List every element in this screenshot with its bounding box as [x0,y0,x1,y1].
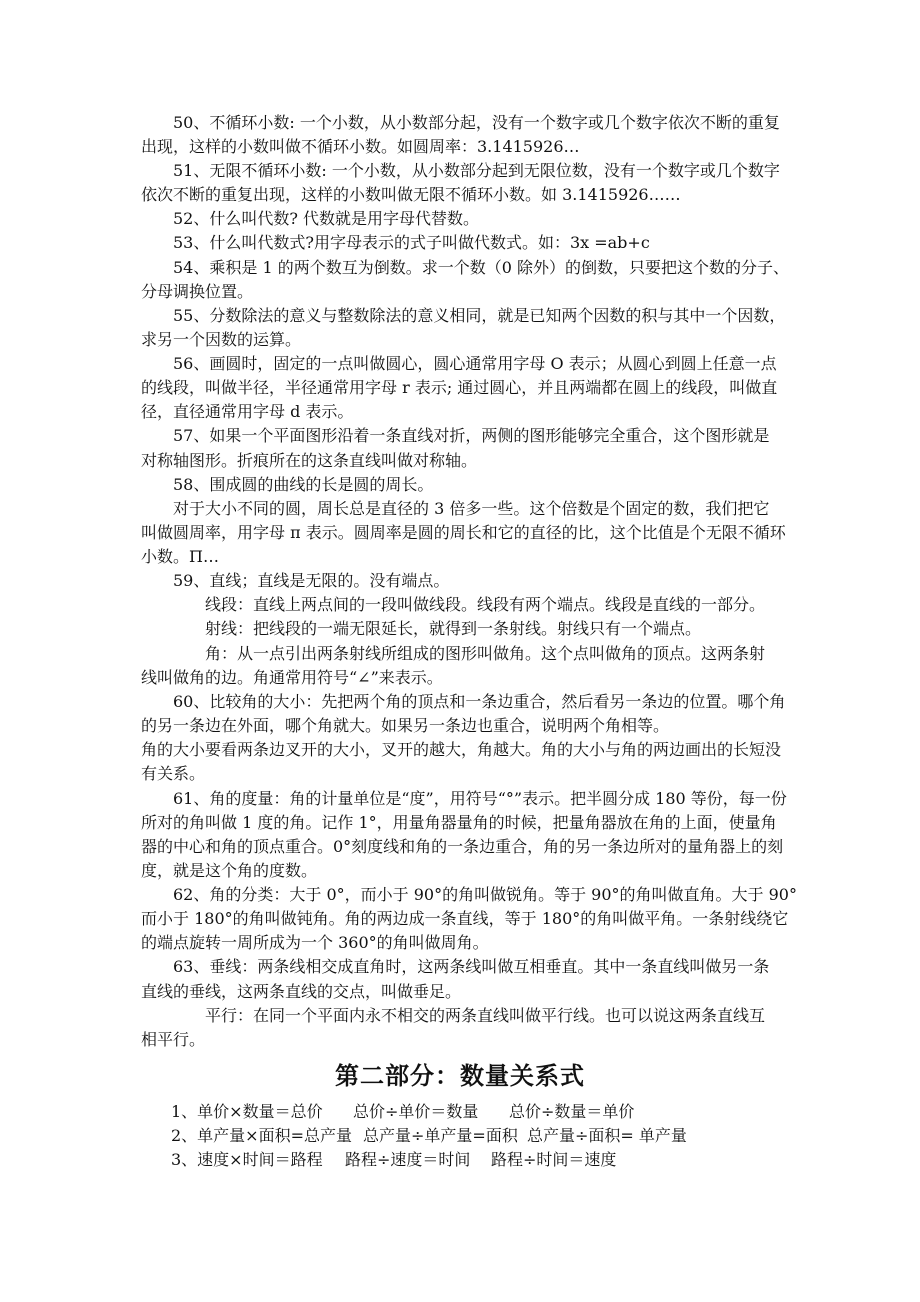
formula: 路程÷速度＝时间 [345,1150,471,1169]
text-line: 51、无限不循环小数: 一个小数，从小数部分起到无限位数，没有一个数字或几个数字 [141,161,780,180]
text-line: 的另一条边在外面，哪个角就大。如果另一条边也重合，说明两个角相等。 [141,716,670,735]
text-line: 所对的角叫做 1 度的角。记作 1°，用量角器量角的时候，把量角器放在角的上面，使量角 [141,813,777,832]
text-line: 50、不循环小数: 一个小数，从小数部分起，没有一个数字或几个数字依次不断的重复 [141,113,780,132]
text-line: 依次不断的重复出现，这样的小数叫做无限不循环小数。如 3.1415926…… [141,185,681,204]
text-line: 55、分数除法的意义与整数除法的意义相同，就是已知两个因数的积与其中一个因数， [141,306,786,325]
text-line: 出现，这样的小数叫做不循环小数。如圆周率：3.1415926… [141,137,580,156]
formula: 1、单价×数量＝总价 [171,1102,323,1121]
text-line: 小数。Π… [141,547,219,566]
formula: 2、单产量×面积=总产量 [171,1126,352,1145]
text-line: 59、直线；直线是无限的。没有端点。 [141,571,450,590]
text-line: 的端点旋转一周所成为一个 360°的角叫做周角。 [141,933,489,952]
formula: 总价÷数量＝单价 [509,1102,635,1121]
text-line: 度，就是这个角的度数。 [141,861,318,880]
formula: 总产量÷单产量=面积 [363,1126,518,1145]
text-line: 58、围成圆的曲线的长是圆的周长。 [141,475,434,494]
formula: 路程÷时间＝速度 [491,1150,617,1169]
formula: 总价÷单价＝数量 [353,1102,479,1121]
formula: 总产量÷面积= 单产量 [527,1126,687,1145]
text-line: 57、如果一个平面图形沿着一条直线对折，两侧的图形能够完全重合，这个图形就是 [141,426,770,445]
text-line: 分母调换位置。 [141,282,254,301]
formula: 3、速度×时间＝路程 [171,1150,323,1169]
text-line: 平行：在同一个平面内永不相交的两条直线叫做平行线。也可以说这两条直线互 [141,1006,766,1025]
text-line: 有关系。 [141,764,206,783]
text-line: 60、比较角的大小：先把两个角的顶点和一条边重合，然后看另一条边的位置。哪个角 [141,692,786,711]
text-line: 径，直径通常用字母 d 表示。 [141,402,354,421]
text-line: 直线的垂线，这两条直线的交点，叫做垂足。 [141,982,462,1001]
text-line: 器的中心和角的顶点重合。0°刻度线和角的一条边重合，角的另一条边所对的量角器上的刻 [141,837,784,856]
text-line: 52、什么叫代数? 代数就是用字母代替数。 [141,209,480,228]
text-line: 对称轴图形。折痕所在的这条直线叫做对称轴。 [141,451,478,470]
text-line: 62、角的分类：大于 0°，而小于 90°的角叫做锐角。等于 90°的角叫做直角。大于 90° [141,885,797,904]
text-line: 54、乘积是 1 的两个数互为倒数。求一个数（0 除外）的倒数，只要把这个数的分子、 [141,258,789,277]
text-line: 求另一个因数的运算。 [141,330,302,349]
text-line: 53、什么叫代数式?用字母表示的式子叫做代数式。如：3x =ab+c [141,233,650,252]
text-line: 63、垂线：两条线相交成直角时，这两条线叫做互相垂直。其中一条直线叫做另一条 [141,957,770,976]
text-line: 角的大小要看两条边叉开的大小，叉开的越大，角越大。角的大小与角的两边画出的长短没 [141,740,782,759]
text-line: 56、画圆时，固定的一点叫做圆心，圆心通常用字母 O 表示；从圆心到圆上任意一点 [141,354,777,373]
text-line: 对于大小不同的圆，周长总是直径的 3 倍多一些。这个倍数是个固定的数，我们把它 [141,499,770,518]
text-line: 61、角的度量：角的计量单位是“度”，用符号“°”表示。把半圆分成 180 等份，每一份 [141,789,787,808]
text-line: 线叫做角的边。角通常用符号“∠”来表示。 [141,668,443,687]
text-line: 角：从一点引出两条射线所组成的图形叫做角。这个点叫做角的顶点。这两条射 [141,644,766,663]
section-title: 第二部分：数量关系式 [335,1062,585,1090]
text-line: 叫做圆周率，用字母 π 表示。圆周率是圆的周长和它的直径的比，这个比值是个无限不循环 [141,523,786,542]
text-line: 而小于 180°的角叫做钝角。角的两边成一条直线，等于 180°的角叫做平角。一条射线绕它 [141,909,789,928]
text-line: 线段：直线上两点间的一段叫做线段。线段有两个端点。线段是直线的一部分。 [141,595,766,614]
text-line: 的线段，叫做半径，半径通常用字母 r 表示; 通过圆心，并且两端都在圆上的线段，叫做直 [141,378,778,397]
text-line: 射线：把线段的一端无限延长，就得到一条射线。射线只有一个端点。 [141,619,702,638]
text-line: 相平行。 [141,1030,206,1049]
